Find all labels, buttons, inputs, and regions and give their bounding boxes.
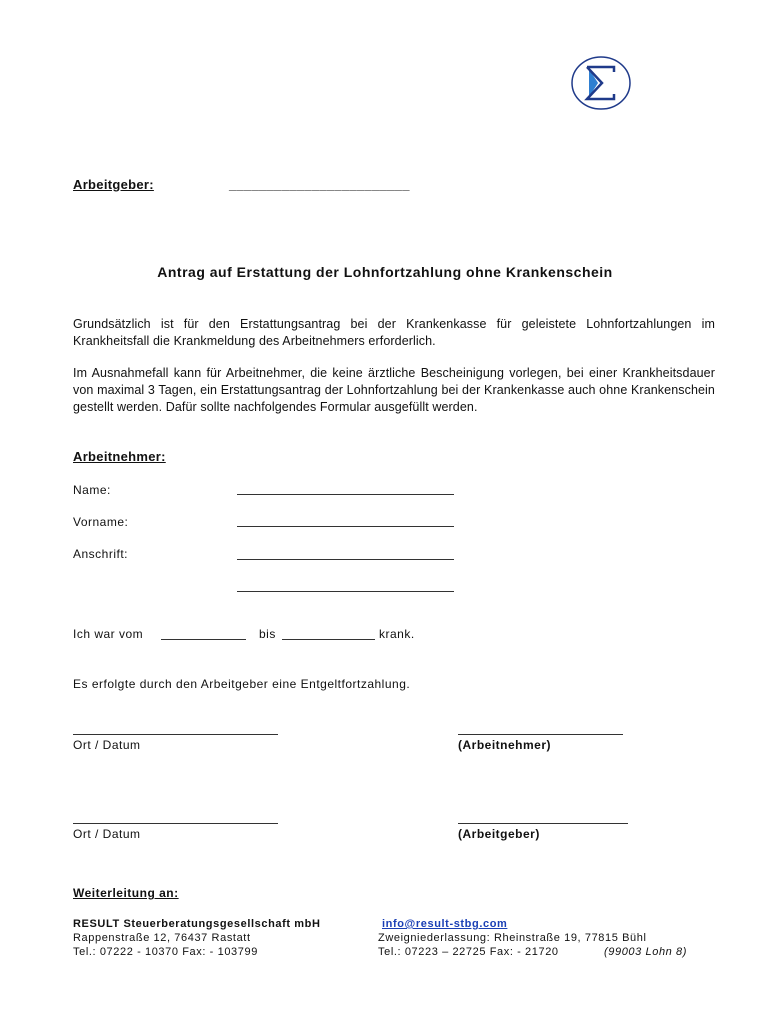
sigma-logo-icon [568, 55, 634, 111]
employee-heading: Arbeitnehmer: [73, 449, 166, 464]
employee-signature-label: (Arbeitnehmer) [458, 738, 552, 752]
employee-signature-line[interactable] [458, 734, 623, 735]
company-name: RESULT Steuerberatungsgesellschaft mbH [73, 918, 321, 930]
continuation-text: Es erfolgte durch den Arbeitgeber eine Entgeltfortzahlung. [73, 677, 411, 691]
vorname-field[interactable] [237, 526, 454, 527]
company-address: Rappenstraße 12, 76437 Rastatt [73, 932, 251, 944]
employer-signature-line[interactable] [458, 823, 628, 824]
sick-to-field[interactable] [282, 639, 375, 640]
employer-field[interactable]: ________________________ [229, 177, 410, 192]
employer-label: Arbeitgeber: [73, 177, 154, 192]
sick-from-label: Ich war vom [73, 627, 144, 641]
sick-to-label: bis [259, 627, 276, 641]
intro-paragraph: Grundsätzlich ist für den Erstattungsantrag bei der Krankenkasse für geleistete Lohnfortzahlungen im Krankheitsfall die Krankmeldung des Arbeitnehmers erforderlich. [73, 317, 715, 348]
employer-signature-label: (Arbeitgeber) [458, 827, 540, 841]
place-date-line-1[interactable] [73, 734, 278, 735]
company-phone: Tel.: 07222 - 10370 Fax: - 103799 [73, 946, 258, 958]
forwarding-heading: Weiterleitung an: [73, 886, 179, 900]
branch-phone: Tel.: 07223 – 22725 Fax: - 21720 [378, 946, 559, 958]
place-date-label-2: Ort / Datum [73, 827, 141, 841]
branch-address: Zweigniederlassung: Rheinstraße 19, 77815 Bühl [378, 932, 647, 944]
place-date-line-2[interactable] [73, 823, 278, 824]
exception-paragraph: Im Ausnahmefall kann für Arbeitnehmer, die keine ärztliche Bescheinigung vorlegen, bei einer Krankheitsdauer von maximal 3 Tagen, ein Erstattungsantrag der Lohnfortzahlung bei der Krankenkasse auch ohne Krankenschein gestellt werden. Dafür sollte nachfolgendes Formular ausgefüllt werden. [73, 366, 715, 414]
name-field[interactable] [237, 494, 454, 495]
email-link[interactable]: info@result-stbg.com [382, 918, 508, 930]
place-date-label-1: Ort / Datum [73, 738, 141, 752]
reference-code: (99003 Lohn 8) [604, 946, 688, 958]
page-title: Antrag auf Erstattung der Lohnfortzahlung ohne Krankenschein [157, 264, 613, 280]
sick-suffix-label: krank. [379, 627, 415, 641]
sick-from-field[interactable] [161, 639, 246, 640]
anschrift-field-1[interactable] [237, 559, 454, 560]
name-label: Name: [73, 483, 111, 497]
anschrift-label: Anschrift: [73, 547, 129, 561]
anschrift-field-2[interactable] [237, 591, 454, 592]
vorname-label: Vorname: [73, 515, 129, 529]
